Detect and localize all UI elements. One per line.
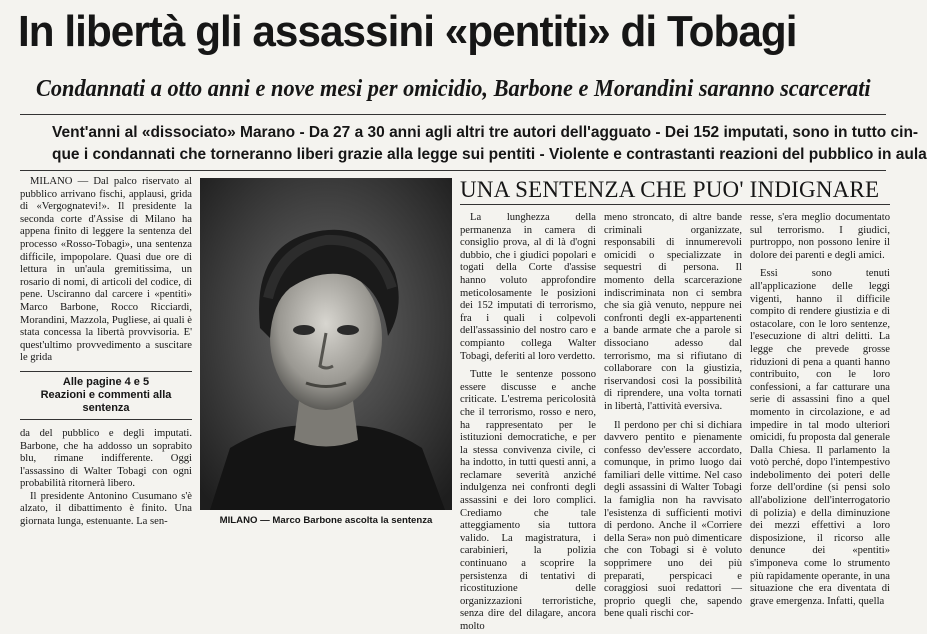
page-reference: Alle pagine 4 e 5 <box>62 375 150 388</box>
portrait-illustration <box>200 178 452 510</box>
editorial-paragraph: La lunghezza della permanenza in camera di consiglio prova, al di là d'ogni dubbio, che i giudici popolari e togati della Corte d'assise hanno voluto approfondire meticolosamente le posizioni dei 152 imputati di terrorismo, fra i quali i colpevoli dell'assassinio del nostro caro e compianto collega Walter Tobagi, deferiti al loro verdetto. <box>460 212 596 362</box>
page-reference-box <box>20 371 192 420</box>
editorial-column-2 <box>604 212 742 620</box>
article-paragraph: da del pubblico e degli imputati. Barbone, che ha addosso un soprabito blu, rimane indifferente. Oggi l'assassino di Walter Tobagi con ogni probabilità ritornerà libero. <box>20 427 192 490</box>
editorial-title-rule <box>460 204 890 205</box>
editorial-paragraph: Tutte le sentenze possono essere discusse e anche criticate. L'estrema pericolosità che il terrorismo, rosso e nero, ha rappresentato per le istituzioni democratiche, e per la stessa convivenza civile, ci ha indotto, in tutti questi anni, a reclamare severità anziché indulgenza nei confronti degli assassini e dei loro complici. Crediamo che tale atteggiamento sia tuttora valido. La magistratura, i carabinieri, la polizia continuano a scoprire la persistenza di tentativi di ricostituzione delle organizzazioni terroristiche, senza dire del dilagare, ancora molto <box>460 369 596 632</box>
page-reference-topic: Reazioni e commenti alla sentenza <box>40 388 172 414</box>
editorial-paragraph: resse, s'era meglio documentato sul terrorismo. I giudici, purtroppo, non possono lenire il dolore dei parenti e degli amici. <box>750 212 890 261</box>
editorial-paragraph: Il perdono per chi si dichiara davvero pentito e pienamente confesso dev'essere accordato, comunque, in primo luogo dai familiari delle vittime. Nel caso degli assassini di Walter Tobagi la famiglia non ha ravvisato l'esistenza di sufficienti motivi di perdono. Anche il «Corriere della Sera» non può dimenticare che con Tobagi si è voluto sopprimere uno dei più preparati, perspicaci e coraggiosi suoi redattori — proprio quegli che, sapendo bene quali rischi cor- <box>604 419 742 620</box>
article-paragraph: Il presidente Antonino Cusumano s'è alzato, il dibattimento è finito. Una giornata lunga, estenuante. La sen- <box>20 490 192 528</box>
editorial-title: UNA SENTENZA CHE PUO' INDIGNARE <box>460 177 880 202</box>
photo-caption: MILANO — Marco Barbone ascolta la sentenza <box>219 515 433 526</box>
top-divider <box>20 114 886 115</box>
left-article-column <box>20 176 192 535</box>
subheadline: Condannati a otto anni e nove mesi per omicidio, Barbone e Morandini saranno scarcerati <box>36 76 871 102</box>
article-paragraph: MILANO — Dal palco riservato al pubblico arrivano fischi, applausi, grida di «Vergognatevi!». Il presidente la seconda corte d'Assise di Milano ha appena finito di leggere la sentenza del processo «Rosso-Tobagi», una sentenza difficile, impopolare. Quasi due ore di lettura in un'aula gremitissima, un rosario di nomi, di articoli del codice, di pene. Usciranno dal carcere i «pentiti» Marco Barbone, Rocco Ricciardi, Morandini, Mazzola, Pugliese, ai quali è stata concessa la libertà provvisoria. E' quest'ultimo provvedimento a suscitare le grida <box>20 176 192 364</box>
editorial-column-3 <box>750 212 890 607</box>
headline: In libertà gli assassini «pentiti» di Tobagi <box>18 7 797 56</box>
summary-deck <box>52 122 927 166</box>
summary-line: que i condannati che torneranno liberi grazie alla legge sui pentiti - Violente e contrastanti reazioni del pubblico in aula <box>52 146 927 163</box>
summary-line: Vent'anni al «dissociato» Marano - Da 27 a 30 anni agli altri tre autori dell'agguato - Dei 152 imputati, sono in tutto cin- <box>52 124 919 141</box>
editorial-paragraph: meno stroncato, di altre bande criminali organizzate, responsabili di innumerevoli omicidi o specializzate in sequestri di persona. Il momento della scarcerazione indiscriminata non ci sembra che sia già venuto, neppure nei confronti degli ex-appartenenti a bande armate che a parole si dissociano adesso dal terrorismo, ma si rifiutano di collaborare con la giustizia, riservandosi così la possibilità di riprendere, una volta tornati in libertà, l'attività eversiva. <box>604 212 742 412</box>
editorial-paragraph: Essi sono tenuti all'applicazione delle leggi vigenti, hanno il difficile compito di rendere giustizia e di ostacolare, con le loro sentenze, l'esecuzione di altri delitti. La legge che prevede grosse riduzioni di pena a quanti hanno contribuito, con le loro confessioni, a far catturare una serie di assassini fino a quel momento in circolazione, e ad impedire in tal modo ulteriori omicidi, fu proposta dal generale Dalla Chiesa. Il parlamento la votò perché, dopo l'intempestivo indebolimento dei poteri delle forze dell'ordine (si pensi solo all'abolizione dell'interrogatorio di polizia) e della diminuzione dei mezzi effettivi a loro disposizione, il ricorso alle denunce dei «pentiti» s'imponeva come lo strumento più rapidamente operante, in una situazione che era diventata di grave emergenza. Infatti, quella <box>750 268 890 607</box>
photo-marco-barbone <box>200 178 452 510</box>
summary-divider <box>20 170 886 171</box>
editorial-column-1 <box>460 212 596 632</box>
